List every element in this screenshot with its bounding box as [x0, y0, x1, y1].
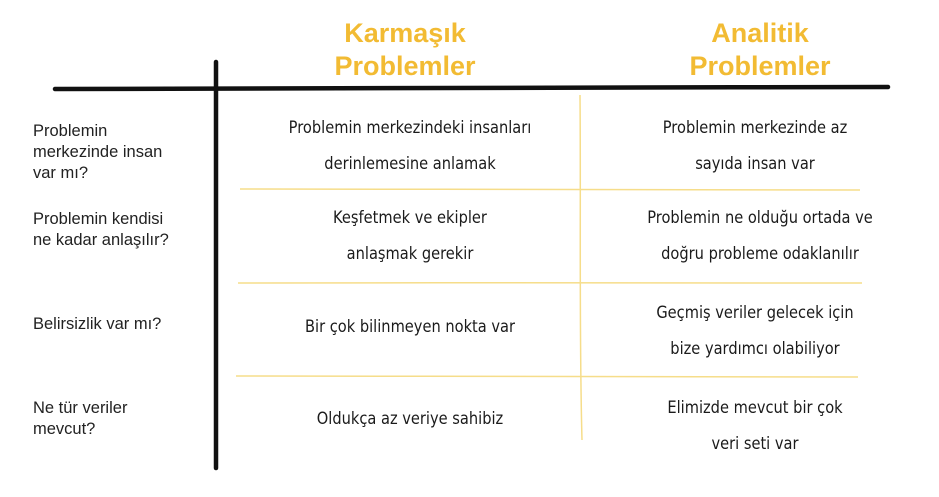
- question-uncertainty: [33, 314, 161, 335]
- cell-complex-row1: [264, 110, 556, 182]
- row-divider-2: [238, 283, 862, 284]
- question-line: var mı?: [33, 164, 89, 182]
- header-complex-line1: Karmaşık: [344, 18, 466, 48]
- cell-line: Problemin merkezinde az: [662, 118, 848, 138]
- cell-line: sayıda insan var: [695, 154, 815, 174]
- question-line: Belirsizlik var mı?: [33, 315, 162, 333]
- header-analytic-line2: Problemler: [689, 51, 831, 81]
- column-divider: [580, 95, 582, 440]
- question-people-at-center: [33, 121, 162, 184]
- question-data-available: [33, 398, 127, 440]
- question-line: mevcut?: [33, 420, 96, 438]
- cell-line: Elimizde mevcut bir çok: [667, 398, 843, 418]
- row-divider-1: [240, 189, 860, 190]
- cell-line: Bir çok bilinmeyen nokta var: [304, 317, 516, 337]
- cell-line: Geçmiş veriler gelecek için: [656, 303, 854, 323]
- cell-line: veri seti var: [711, 434, 799, 454]
- question-line: Ne tür veriler: [33, 399, 128, 417]
- question-line: Problemin: [33, 122, 108, 140]
- question-problem-clarity: [33, 209, 169, 251]
- cell-analytic-row1: [622, 110, 889, 182]
- question-axis-line: [216, 62, 217, 468]
- cell-line: Keşfetmek ve ekipler: [333, 208, 487, 228]
- header-complex-problems: [290, 17, 520, 83]
- question-line: merkezinde insan: [33, 143, 163, 161]
- header-complex-line2: Problemler: [334, 51, 476, 81]
- cell-complex-row2: [264, 200, 556, 272]
- cell-line: doğru probleme odaklanılır: [661, 244, 859, 264]
- cell-line: Oldukça az veriye sahibiz: [316, 409, 504, 429]
- cell-line: Problemin merkezindeki insanları: [288, 118, 532, 138]
- cell-complex-row4: [264, 401, 556, 437]
- cell-analytic-row2: [622, 200, 897, 272]
- question-line: Problemin kendisi: [33, 210, 164, 228]
- header-analytic-line1: Analitik: [711, 18, 809, 48]
- cell-analytic-row3: [622, 295, 889, 367]
- cell-line: Problemin ne olduğu ortada ve: [647, 208, 873, 228]
- cell-analytic-row4: [622, 390, 889, 462]
- cell-line: anlaşmak gerekir: [346, 244, 474, 264]
- header-analytic-problems: [650, 17, 870, 83]
- row-divider-3: [236, 376, 858, 377]
- cell-line: derinlemesine anlamak: [324, 154, 496, 174]
- cell-line: bize yardımcı olabiliyor: [670, 339, 840, 359]
- cell-complex-row3: [264, 309, 556, 345]
- header-axis-line: [55, 87, 888, 89]
- question-line: ne kadar anlaşılır?: [33, 231, 169, 249]
